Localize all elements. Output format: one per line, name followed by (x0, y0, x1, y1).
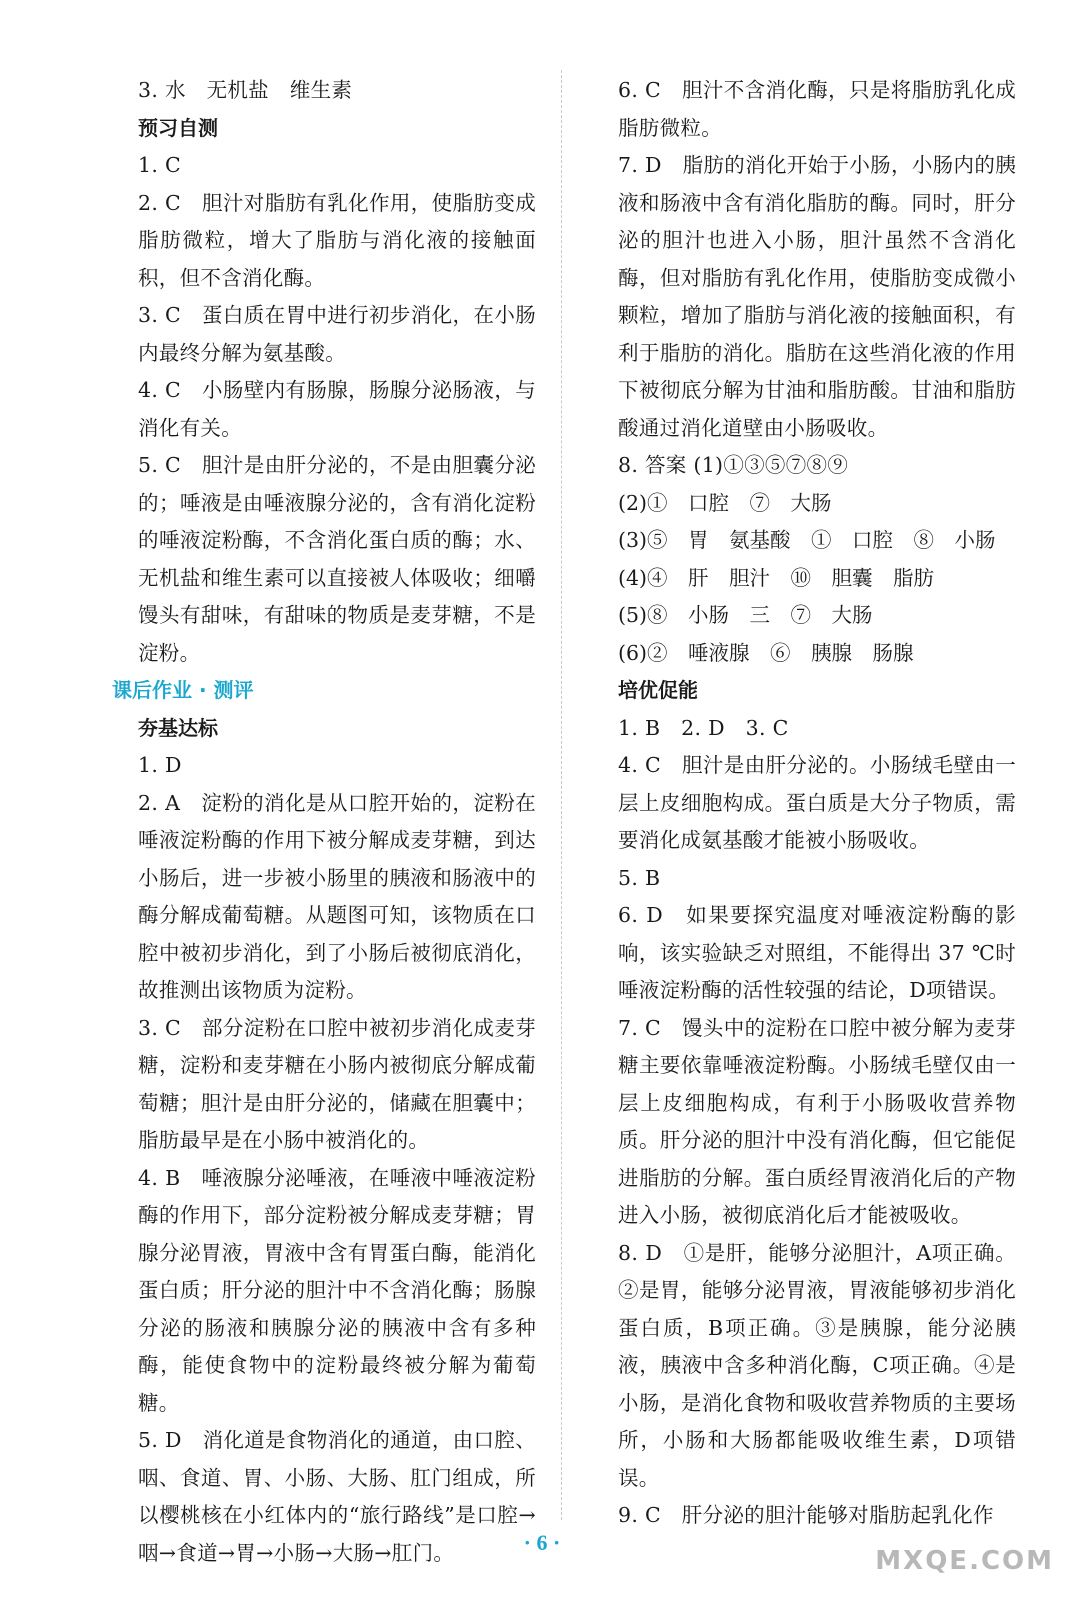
answer-paragraph: 1. D (138, 753, 182, 777)
section-heading: 培优促能 (618, 678, 698, 702)
answer-paragraph: 3. 水 无机盐 维生素 (138, 78, 353, 102)
column-divider (561, 70, 562, 1520)
answer-paragraph: 2. C 胆汁对脂肪有乳化作用，使脂肪变成脂肪微粒，增大了脂肪与消化液的接触面积，但不含消化酶。 (138, 190, 536, 290)
left-column (112, 72, 536, 1572)
answer-paragraph: 7. D 脂肪的消化开始于小肠，小肠内的胰液和肠液中含有消化脂肪的酶。同时，肝分泌的胆汁也进入小肠，胆汁虽然不含消化酶，但对脂肪有乳化作用，使脂肪变成微小颗粒，增加了脂肪与消化液的接触面积，有利于脂肪的消化。脂肪在这些消化液的作用下被彻底分解为甘油和脂肪酸。甘油和脂肪酸通过消化道壁由小肠吸收。 (618, 153, 1016, 440)
answer-line: (3)⑤ 胃 氨基酸 ① 口腔 ⑧ 小肠 (618, 528, 996, 552)
section-heading: 预习自测 (138, 115, 218, 140)
answer-paragraph: 4. C 胆汁是由肝分泌的。小肠绒毛壁由一层上皮细胞构成。蛋白质是大分子物质，需要消化成氨基酸才能被小肠吸收。 (618, 753, 1016, 852)
answer-paragraph: 4. B 唾液腺分泌唾液，在唾液中唾液淀粉酶的作用下，部分淀粉被分解成麦芽糖；胃腺分泌胃液，胃液中含有胃蛋白酶，能消化蛋白质；肝分泌的胆汁中不含消化酶；肠腺分泌的肠液和胰腺分泌的胰液中含有多种酶，能使食物中的淀粉最终被分解为葡萄糖。 (138, 1165, 536, 1415)
answer-paragraph: 5. C 胆汁是由肝分泌的，不是由胆囊分泌的；唾液是由唾液腺分泌的，含有消化淀粉的唾液淀粉酶，不含消化蛋白质的酶；水、无机盐和维生素可以直接被人体吸收；细嚼馒头有甜味，有甜味的物质是麦芽糖，不是淀粉。 (138, 453, 536, 665)
answer-paragraph: 8. D ①是肝，能够分泌胆汁，A项正确。②是胃，能够分泌胃液，胃液能够初步消化蛋白质，B项正确。③是胰腺，能分泌胰液，胰液中含多种消化酶，C项正确。④是小肠，是消化食物和吸收营养物质的主要场所，小肠和大肠都能吸收维生素，D项错误。 (618, 1240, 1016, 1490)
answer-paragraph: 5. D 消化道是食物消化的通道，由口腔、咽、食道、胃、小肠、大肠、肛门组成，所以樱桃核在小红体内的“旅行路线”是口腔→咽→食道→胃→小肠→大肠→肛门。 (138, 1428, 536, 1565)
watermark-logo: MXQE.COM (875, 1546, 1054, 1576)
answer-line: (5)⑧ 小肠 三 ⑦ 大肠 (618, 603, 873, 627)
answer-paragraph: 7. C 馒头中的淀粉在口腔中被分解为麦芽糖主要依靠唾液淀粉酶。小肠绒毛壁仅由一层上皮细胞构成，有利于小肠吸收营养物质。肝分泌的胆汁中没有消化酶，但它能促进脂肪的分解。蛋白质经胃液消化后的产物进入小肠，被彻底消化后才能被吸收。 (618, 1015, 1016, 1227)
answer-paragraph: 3. C 部分淀粉在口腔中被初步消化成麦芽糖，淀粉和麦芽糖在小肠内被彻底分解成葡萄糖；胆汁是由肝分泌的，储藏在胆囊中；脂肪最早是在小肠中被消化的。 (138, 1015, 536, 1152)
answer-line: (2)① 口腔 ⑦ 大肠 (618, 490, 832, 515)
answer-line: (6)② 唾液腺 ⑥ 胰腺 肠腺 (618, 640, 914, 665)
answer-paragraph: 3. C 蛋白质在胃中进行初步消化，在小肠内最终分解为氨基酸。 (138, 303, 536, 365)
answer-paragraph: 5. B (618, 865, 661, 890)
chapter-heading: 课后作业 · 测评 (112, 678, 254, 702)
section-heading: 夯基达标 (138, 715, 218, 740)
page-number: · 6 · (523, 1530, 561, 1555)
answer-paragraph: 4. C 小肠壁内有肠腺，肠腺分泌肠液，与消化有关。 (138, 378, 536, 440)
answer-paragraph: 1. B 2. D 3. C (618, 715, 789, 740)
right-column (618, 72, 1016, 1535)
answer-paragraph: 2. A 淀粉的消化是从口腔开始的，淀粉在唾液淀粉酶的作用下被分解成麦芽糖，到达小肠后，进一步被小肠里的胰液和肠液中的酶分解成葡萄糖。从题图可知，该物质在口腔中被初步消化，到了小肠后被彻底消化，故推测出该物质为淀粉。 (138, 790, 536, 1002)
answer-paragraph: 1. C (138, 153, 181, 177)
answer-paragraph: 6. D 如果要探究温度对唾液淀粉酶的影响，该实验缺乏对照组，不能得出 37 ℃时唾液淀粉酶的活性较强的结论，D项错误。 (618, 903, 1016, 1002)
answer-paragraph: 8. 答案 (1)①③⑤⑦⑧⑨ (618, 453, 849, 477)
answer-line: (4)④ 肝 胆汁 ⑩ 胆囊 脂肪 (618, 565, 935, 590)
answer-paragraph: 9. C 肝分泌的胆汁能够对脂肪起乳化作 (618, 1503, 994, 1527)
answer-paragraph: 6. C 胆汁不含消化酶，只是将脂肪乳化成脂肪微粒。 (618, 78, 1016, 140)
